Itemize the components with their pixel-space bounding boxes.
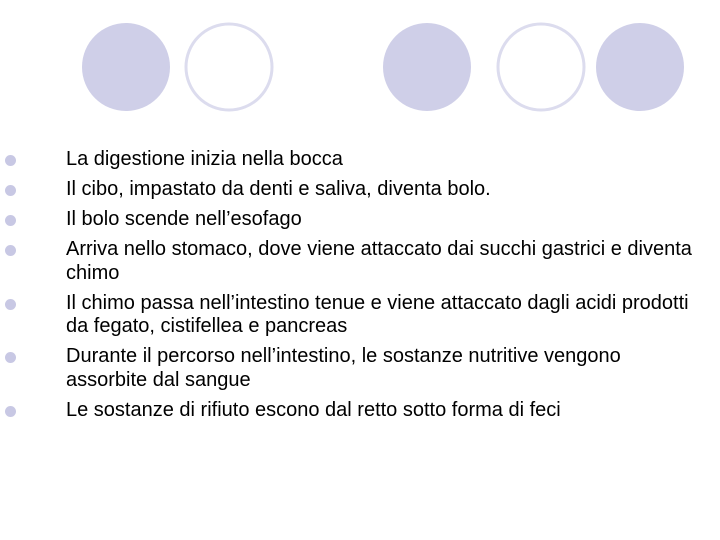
- bullet-list: [54, 148, 694, 429]
- decor-circle-ring: [498, 24, 584, 110]
- bullet-item: [54, 238, 694, 285]
- bullet-dot-icon: [5, 155, 16, 166]
- bullet-text: La digestione inizia nella bocca: [66, 148, 343, 170]
- bullet-text: Durante il percorso nell’intestino, le sostanze nutritive vengono assorbite dal sangue: [66, 345, 621, 391]
- bullet-item: [54, 208, 694, 232]
- bullet-dot-icon: [5, 185, 16, 196]
- bullet-dot-icon: [5, 215, 16, 226]
- decorative-circles: [0, 0, 720, 120]
- bullet-item: [54, 178, 694, 202]
- bullet-text: Le sostanze di rifiuto escono dal retto sotto forma di feci: [66, 398, 561, 421]
- bullet-item: [54, 399, 694, 423]
- bullet-text: Il bolo scende nell’esofago: [66, 208, 302, 230]
- bullet-dot-icon: [5, 352, 16, 363]
- bullet-dot-icon: [5, 245, 16, 256]
- bullet-text: Il cibo, impastato da denti e saliva, diventa bolo.: [66, 178, 491, 200]
- bullet-item: [54, 345, 694, 392]
- decor-circle-filled: [383, 23, 471, 111]
- decor-circle-ring: [186, 24, 272, 110]
- bullet-dot-icon: [5, 406, 16, 417]
- bullet-item: [54, 292, 694, 339]
- bullet-text: Arriva nello stomaco, dove viene attaccato dai succhi gastrici e diventa chimo: [66, 238, 692, 284]
- bullet-text: Il chimo passa nell’intestino tenue e viene attaccato dagli acidi prodotti da fegato, cistifellea e pancreas: [66, 291, 689, 337]
- decor-circle-filled: [596, 23, 684, 111]
- bullet-dot-icon: [5, 299, 16, 310]
- decor-circle-filled: [82, 23, 170, 111]
- bullet-item: [54, 148, 694, 172]
